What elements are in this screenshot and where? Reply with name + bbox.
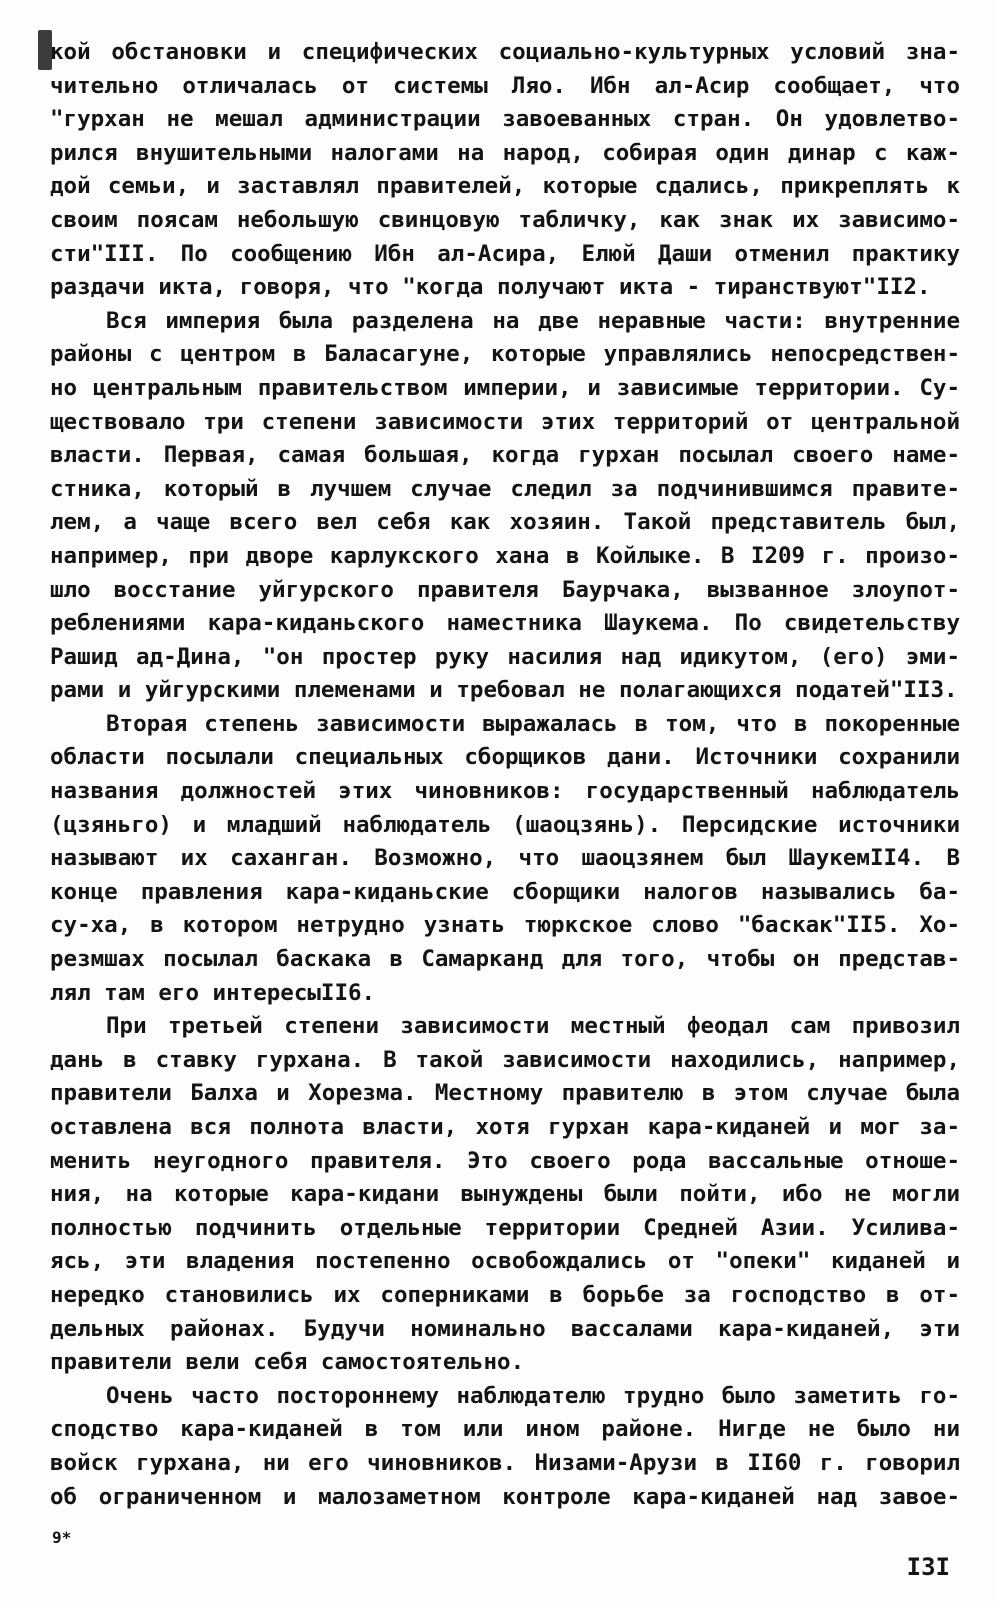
body-text (50, 36, 960, 1514)
text-line: Вторая степень зависимости выражалась в том, что в покоренные (106, 710, 960, 737)
text-line: ясь, эти владения постепенно освобождались от "опеки" киданей и (50, 1248, 960, 1275)
text-line: (цзяньго) и младший наблюдатель (шаоцзянь). Персидские источники (50, 811, 960, 838)
text-line: названия должностей этих чиновников: государственный наблюдатель (50, 778, 960, 805)
text-line: шло восстание уйгурского правителя Баурчака, вызванное злоупот- (50, 576, 960, 603)
text-line: менить неугодного правителя. Это своего рода вассальные отноше- (50, 1147, 960, 1174)
text-line: ществовало три степени зависимости этих территорий от центральной (50, 408, 960, 435)
text-line: Вся империя была разделена на две неравные части: внутренние (106, 307, 960, 334)
text-line: войск гурхана, ни его чиновников. Низами-Арузи в II60 г. говорил (50, 1449, 960, 1476)
text-line: сподство кара-киданей в том или ином районе. Нигде не было ни (50, 1416, 960, 1443)
text-line: рами и уйгурскими племенами и требовал не полагающихся податей"II3. (50, 677, 958, 704)
text-line: районы с центром в Баласагуне, которые управлялись непосредствен- (50, 341, 960, 368)
text-line: При третьей степени зависимости местный феодал сам привозил (106, 1013, 960, 1040)
text-line: рился внушительными налогами на народ, собирая один динар с каж- (50, 139, 960, 166)
text-line: дань в ставку гурхана. В такой зависимости находились, например, (50, 1046, 960, 1073)
text-line: Рашид ад-Дина, "он простер руку насилия над идикутом, (его) эми- (50, 643, 960, 670)
text-line: но центральным правительством империи, и зависимые территории. Су- (50, 374, 960, 401)
text-line: полностью подчинить отдельные территории Средней Азии. Усилива- (50, 1214, 960, 1241)
text-line: резмшах посылал баскака в Самарканд для того, чтобы он представ- (50, 946, 960, 973)
text-line: лял там его интересыII6. (50, 979, 376, 1006)
text-line: нередко становились их соперниками в борьбе за господство в от- (50, 1281, 960, 1308)
text-line: называют их саханган. Возможно, что шаоцзянем был ШаукемII4. В (50, 845, 960, 872)
text-line: ния, на которые кара-кидани вынуждены были пойти, ибо не могли (50, 1181, 960, 1208)
text-line: сти"III. По сообщению Ибн ал-Асира, Елюй Даши отменил практику (50, 240, 960, 267)
text-line: дой семьи, и заставлял правителей, которые сдались, прикреплять к (50, 173, 960, 200)
text-line: су-ха, в котором нетрудно узнать тюркское слово "баскак"II5. Хо- (50, 912, 960, 939)
text-line: стника, который в лучшем случае следил за подчинившимся правите- (50, 475, 960, 502)
text-line: власти. Первая, самая большая, когда гурхан посылал своего наме- (50, 442, 960, 469)
text-line: Очень часто постороннему наблюдателю трудно было заметить го- (106, 1382, 960, 1409)
text-line: дельных районах. Будучи номинально вассалами кара-киданей, эти (50, 1315, 960, 1342)
text-line: раздачи икта, говоря, что "когда получают икта - тиранствуют"II2. (50, 274, 931, 301)
text-line: правители Балха и Хорезма. Местному правителю в этом случае была (50, 1080, 960, 1107)
text-line: об ограниченном и малозаметном контроле кара-киданей над завое- (50, 1483, 960, 1510)
text-line: реблениями кара-киданьского наместника Шаукема. По свидетельству (50, 610, 960, 637)
text-line: области посылали специальных сборщиков дани. Источники сохранили (50, 744, 960, 771)
text-line: оставлена вся полнота власти, хотя гурхан кара-киданей и мог за- (50, 1114, 960, 1140)
text-line: лем, а чаще всего вел себя как хозяин. Такой представитель был, (50, 509, 960, 536)
text-line: конце правления кара-киданьские сборщики налогов назывались ба- (50, 878, 960, 905)
signature-mark: 9* (52, 1528, 72, 1547)
text-line: например, при дворе карлукского хана в Койлыке. В I209 г. произо- (50, 542, 960, 569)
text-line: "гурхан не мешал администрации завоеванных стран. Он удовлетво- (50, 106, 960, 133)
page-number: I3I (906, 1553, 950, 1581)
text-line: чительно отличалась от системы Ляо. Ибн ал-Асир сообщает, что (50, 72, 960, 99)
text-line: правители вели себя самостоятельно. (50, 1349, 525, 1376)
text-line: своим поясам небольшую свинцовую табличку, как знак их зависимо- (50, 206, 960, 233)
text-line: кой обстановки и специфических социально-культурных условий зна- (50, 39, 960, 65)
